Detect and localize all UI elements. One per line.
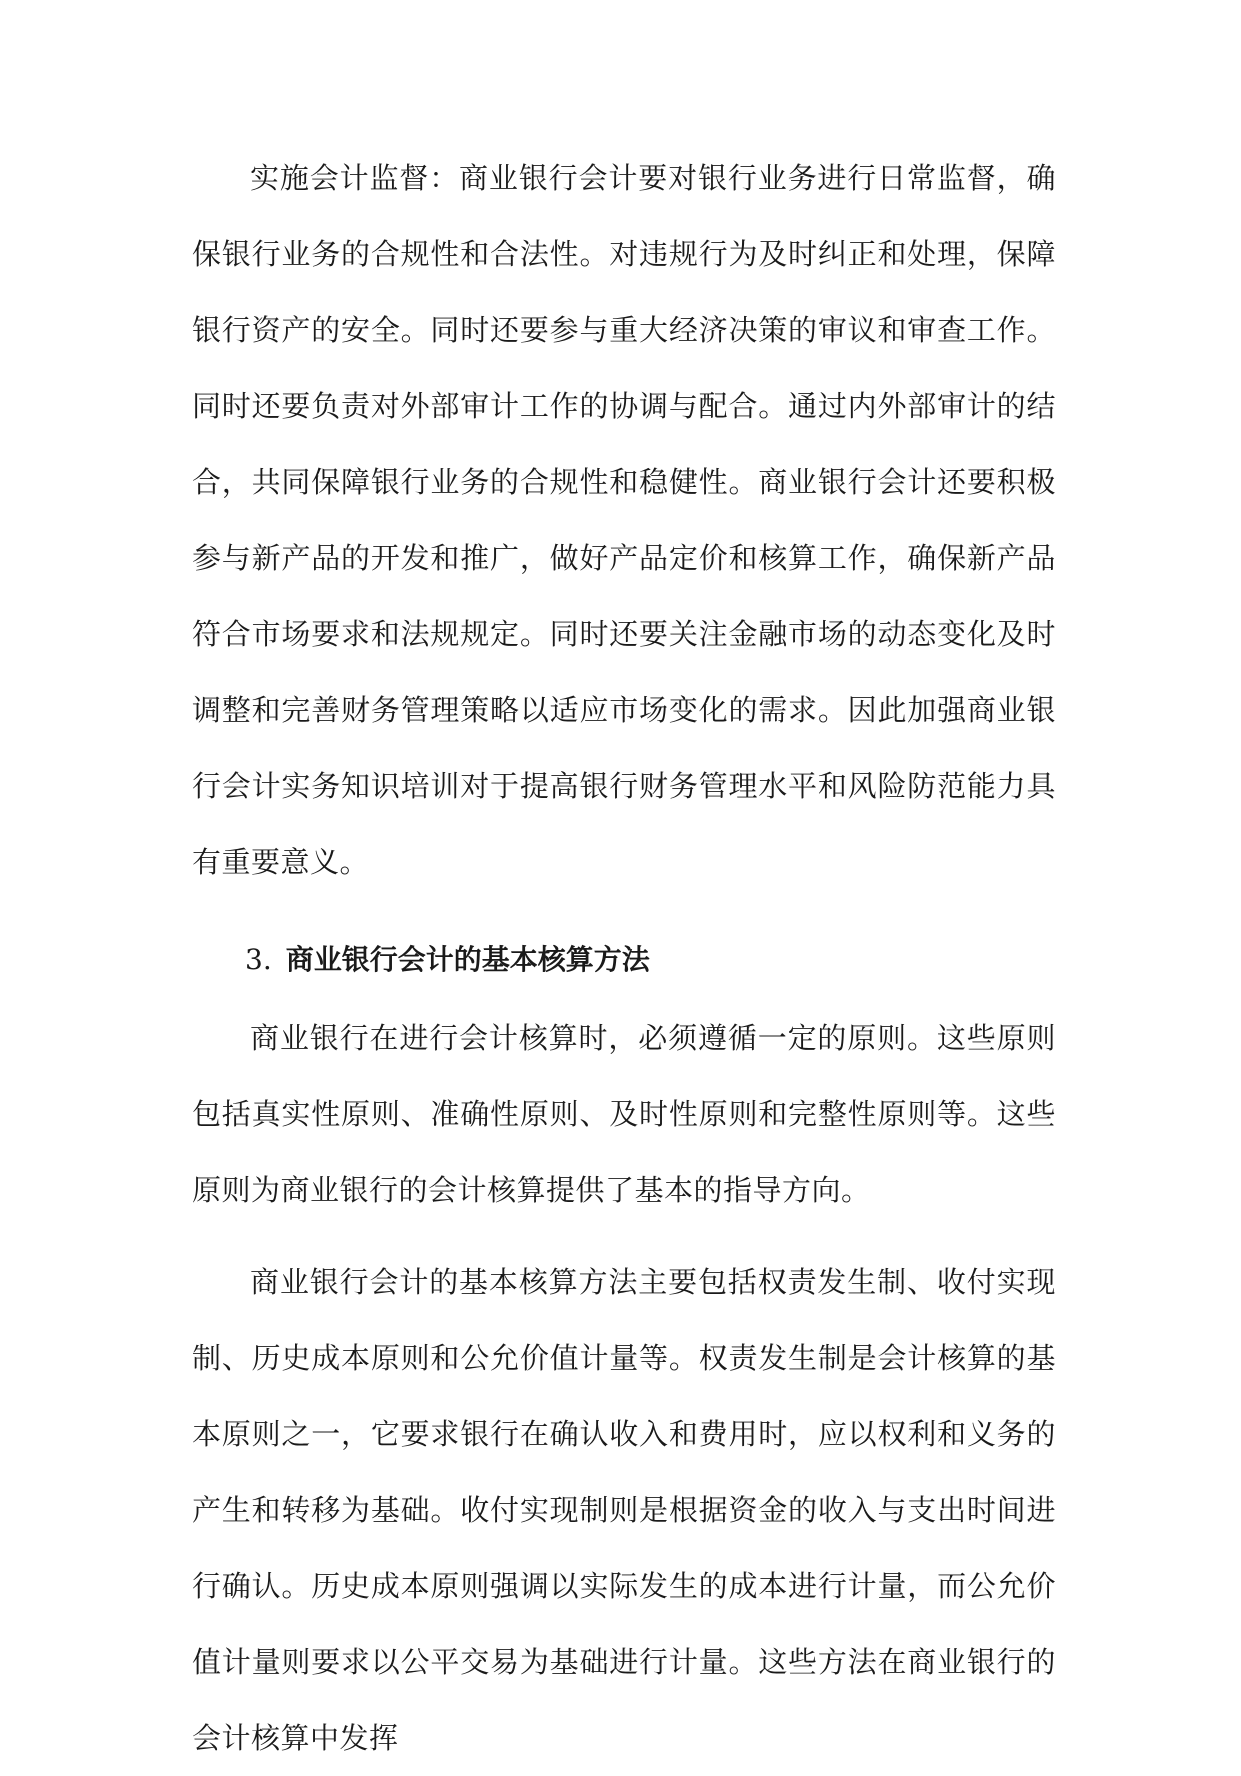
section-heading (192, 930, 1056, 990)
section-title: 商业银行会计的基本核算方法 (285, 943, 650, 976)
section-number: 3. (245, 943, 272, 976)
paragraph-accounting-methods: 商业银行会计的基本核算方法主要包括权责发生制、收付实现制、历史成本原则和公允价值计量等。权责发生制是会计核算的基本原则之一，它要求银行在确认收入和费用时，应以权利和义务的产生和转移为基础。收付实现制则是根据资金的收入与支出时间进行确认。历史成本原则强调以实际发生的成本进行计量，而公允价值计量则要求以公平交易为基础进行计量。这些方法在商业银行的会计核算中发挥 (192, 1265, 1056, 1755)
paragraph-accounting-supervision: 实施会计监督：商业银行会计要对银行业务进行日常监督，确保银行业务的合规性和合法性。对违规行为及时纠正和处理，保障银行资产的安全。同时还要参与重大经济决策的审议和审查工作。同时还要负责对外部审计工作的协调与配合。通过内外部审计的结合，共同保障银行业务的合规性和稳健性。商业银行会计还要积极参与新产品的开发和推广，做好产品定价和核算工作，确保新产品符合市场要求和法规规定。同时还要关注金融市场的动态变化及时调整和完善财务管理策略以适应市场变化的需求。因此加强商业银行会计实务知识培训对于提高银行财务管理水平和风险防范能力具有重要意义。 (192, 161, 1056, 879)
paragraph-accounting-principles: 商业银行在进行会计核算时，必须遵循一定的原则。这些原则包括真实性原则、准确性原则、及时性原则和完整性原则等。这些原则为商业银行的会计核算提供了基本的指导方向。 (192, 1021, 1056, 1207)
document-page (192, 140, 1056, 1776)
